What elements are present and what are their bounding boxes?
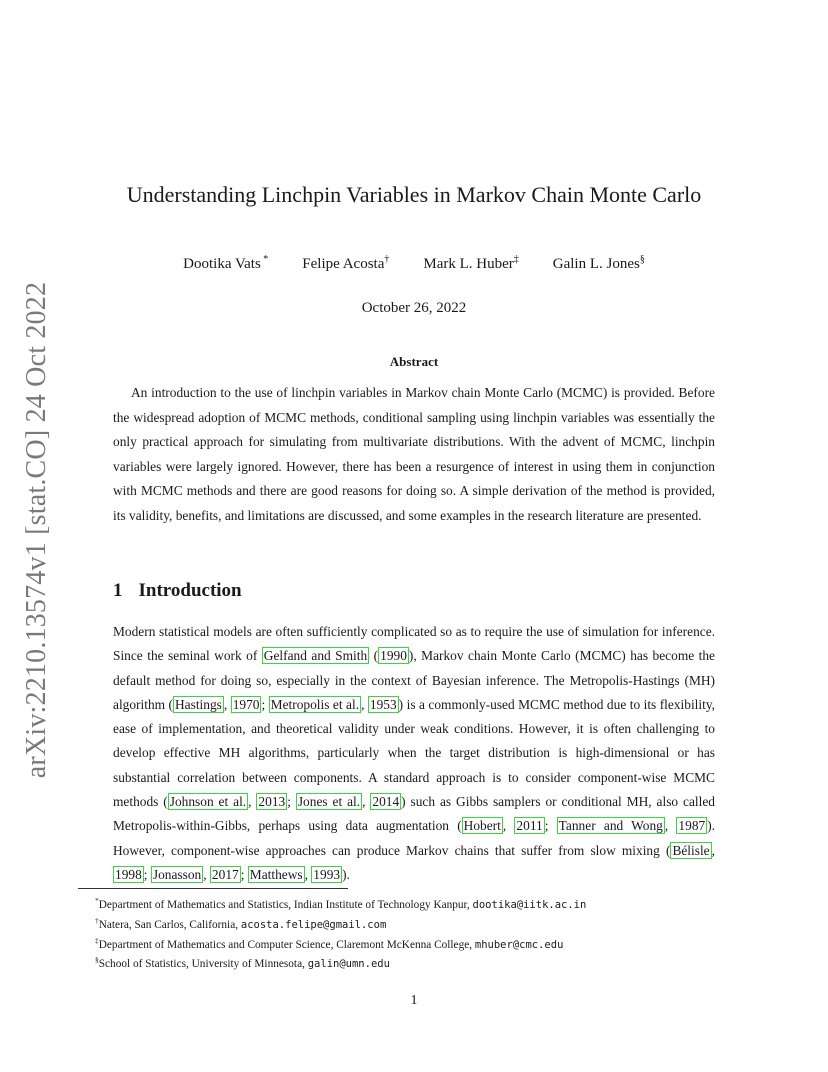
text-run: , [711, 842, 715, 858]
footnote-text: School of Statistics, University of Minnesota, [98, 958, 308, 971]
paper-title: Understanding Linchpin Variables in Markov Chain Monte Carlo [126, 182, 702, 207]
citation-link[interactable]: Matthews [249, 866, 303, 882]
text-run: ; [544, 818, 557, 834]
author-footnote-mark[interactable]: ‡ [513, 254, 519, 265]
publication-date: October 26, 2022 [361, 300, 467, 316]
footnote-item [95, 933, 735, 953]
text-run: ; [143, 866, 151, 882]
section-number: 1 [113, 580, 123, 601]
abstract-text: An introduction to the use of linchpin variables in Markov chain Monte Carlo (MCMC) is provided. Before the widespread adoption of MCMC methods, conditional sampling using linchpin variables was essentially the only practical approach for simulating from multivariate distributions. With the advent of MCMC, linchpin variables were largely ignored. However, there has been a resurgence of interest in using them in conjunction with MCMC methods and there are good reasons for doing so. A simple derivation of the method is provided, its validity, benefits, and limitations are discussed, and some examples in the research literature are presented. [113, 385, 715, 523]
citation-link[interactable]: Bélisle [672, 842, 710, 858]
abstract-heading: Abstract [389, 354, 439, 369]
author-footnote-mark[interactable]: * [260, 254, 269, 265]
citation-link[interactable]: 1970 [232, 696, 260, 712]
author-acosta [302, 254, 389, 273]
footnote-mark: † [95, 915, 99, 925]
text-run: , [223, 696, 231, 712]
footnote-item [95, 913, 735, 933]
author-list [0, 254, 828, 273]
text-run: ; [240, 866, 248, 882]
text-run: , [361, 696, 368, 712]
footnote-email[interactable]: galin@umn.edu [307, 958, 390, 971]
author-footnote-mark[interactable]: † [384, 254, 390, 265]
text-run: , [362, 794, 371, 810]
author-name: Mark L. Huber [423, 256, 514, 272]
text-run: , [304, 866, 312, 882]
footnote-text: Department of Mathematics and Computer Science, Claremont McKenna College, [98, 938, 475, 951]
page-number: 1 [410, 993, 418, 1008]
citation-link[interactable]: 1990 [380, 648, 407, 664]
citation-link[interactable]: Johnson et al. [169, 794, 247, 810]
text-run: , [248, 794, 257, 810]
footnotes [95, 893, 735, 972]
footnote-email[interactable]: dootika@iitk.ac.in [472, 898, 587, 911]
footnote-item [95, 952, 735, 972]
footnote-mark: § [95, 955, 99, 965]
text-run: ( [369, 648, 379, 664]
citation-link[interactable]: 1998 [115, 866, 142, 882]
citation-link[interactable]: 2011 [516, 818, 543, 834]
introduction-paragraph [113, 620, 715, 887]
footnote-mark: * [95, 896, 99, 905]
author-name: Felipe Acosta [302, 256, 385, 272]
text-run: , [203, 866, 210, 882]
author-jones [553, 254, 645, 273]
author-vats [183, 254, 268, 273]
citation-link[interactable]: Metropolis et al. [270, 696, 360, 712]
text-run: ). However, component-wise approaches can produce Markov chains that suffer from slow mixing ( [113, 818, 716, 858]
author-huber [423, 254, 518, 273]
footnote-mark: ‡ [95, 935, 99, 945]
citation-link[interactable]: 1993 [313, 866, 341, 882]
text-run: , [502, 818, 515, 834]
text-run: , [664, 818, 677, 834]
footnote-text: Natera, San Carlos, California, [98, 918, 241, 931]
citation-link[interactable]: Jonasson [152, 866, 202, 882]
footnote-email[interactable]: mhuber@cmc.edu [474, 938, 564, 951]
author-name: Galin L. Jones [552, 256, 640, 272]
footnote-text: Department of Mathematics and Statistics, Indian Institute of Technology Kanpur, [98, 898, 473, 911]
author-footnote-mark[interactable]: § [639, 254, 645, 265]
citation-link[interactable]: 2014 [372, 794, 400, 810]
arxiv-identifier-text: arXiv:2210.13574v1 [stat.CO] 24 Oct 2022 [21, 281, 53, 779]
citation-link[interactable]: 2017 [211, 866, 239, 882]
text-run: ) is a commonly-used MCMC method due to its flexibility, ease of implementation, and theoretical validity under weak conditions. However, it is often challenging to develop effective MH algorithms, particularly when the target distribution is high-dimensional or has substantial correlation between components. A standard approach is to consider component-wise MCMC methods ( [113, 696, 716, 810]
author-name: Dootika Vats [183, 256, 261, 272]
citation-link[interactable]: 1953 [369, 696, 397, 712]
footnote-email[interactable]: acosta.felipe@gmail.com [240, 918, 387, 931]
citation-link[interactable]: 2013 [258, 794, 286, 810]
text-run: ) such as Gibbs samplers or conditional MH, also called Metropolis-within-Gibbs, perhaps using data augmentation ( [113, 794, 715, 834]
citation-link[interactable]: Gelfand and Smith [263, 648, 368, 664]
citation-link[interactable]: Hobert [463, 818, 501, 834]
text-run: ; [261, 696, 269, 712]
section-title: Introduction [138, 580, 242, 601]
citation-link[interactable]: Jones et al. [297, 794, 361, 810]
section-heading [113, 580, 242, 602]
footnote-item [95, 893, 735, 913]
citation-link[interactable]: Tanner and Wong [558, 818, 663, 834]
citation-link[interactable]: 1987 [678, 818, 706, 834]
citation-link[interactable]: Hastings [175, 696, 222, 712]
text-run: ; [287, 794, 296, 810]
footnote-divider [78, 888, 348, 889]
text-run: ). [342, 866, 350, 882]
text-run: Modern statistical models are often sufficiently complicated so as to require the use of simulation for inference. Since the seminal work of [113, 624, 715, 664]
text-run: ), Markov chain Monte Carlo (MCMC) has become the default method for doing so, especially in the context of Bayesian inference. The Metropolis-Hastings (MH) algorithm ( [113, 648, 716, 712]
